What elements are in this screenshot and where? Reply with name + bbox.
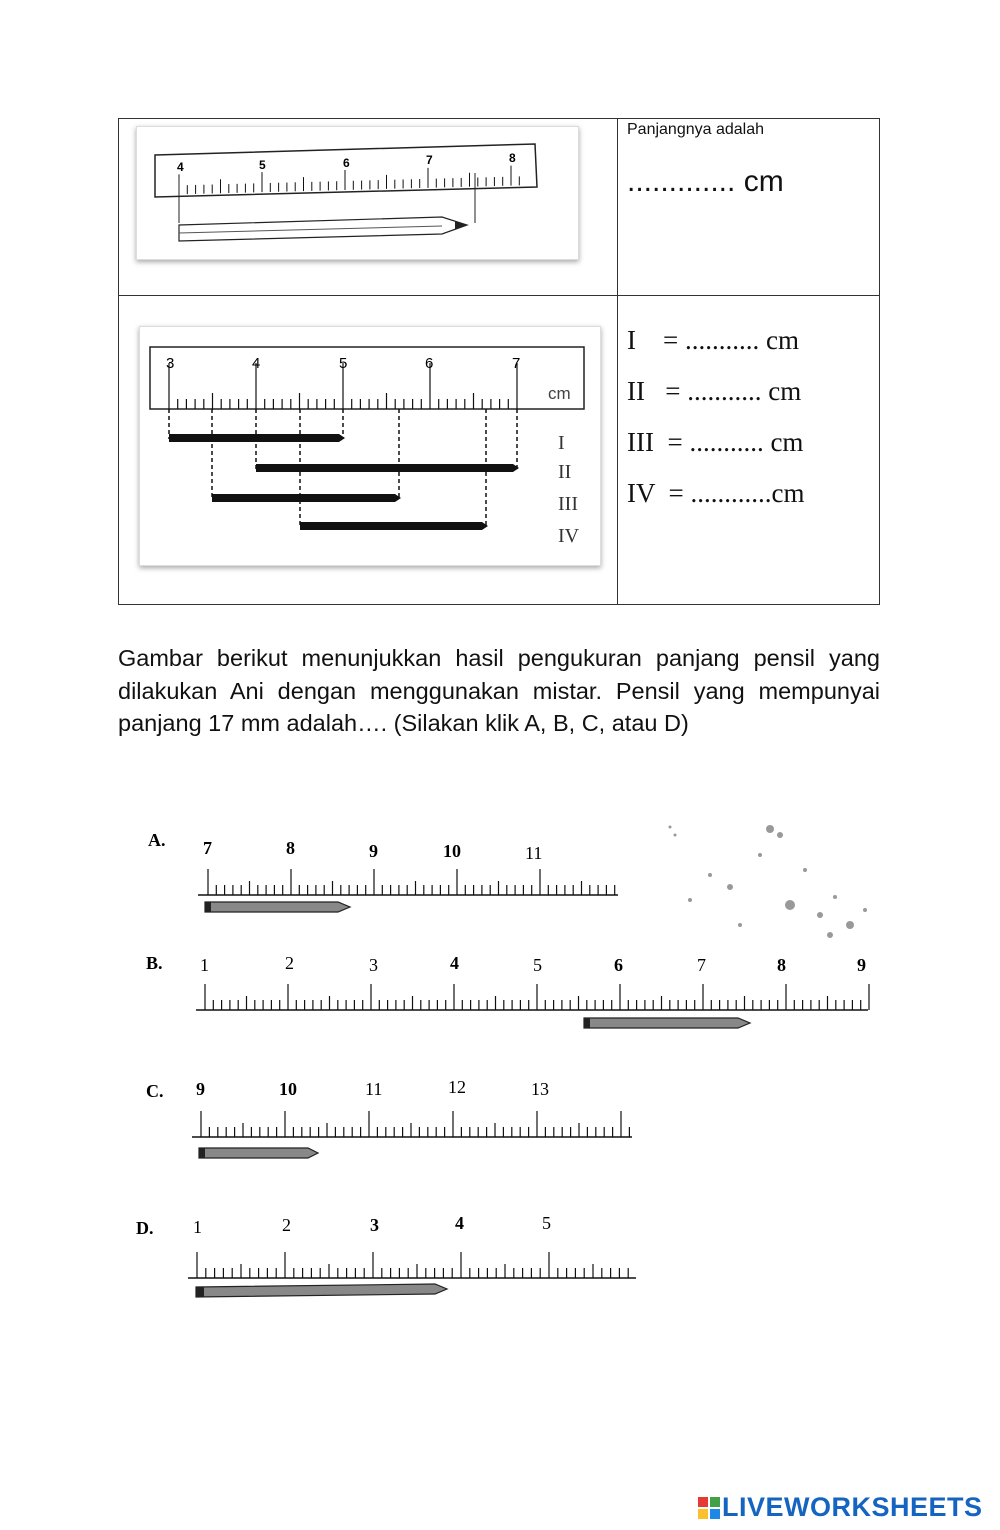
ruler-tick-label: 9: [369, 841, 378, 861]
pencil-end: [199, 1148, 205, 1158]
bar-label: III: [558, 493, 578, 515]
bar-II: [256, 464, 519, 472]
bar-label: IV: [558, 525, 580, 547]
ruler2-tick-label: 4: [252, 355, 261, 372]
liveworksheets-logo[interactable]: [698, 1492, 983, 1523]
ruler1-tick-label: 8: [509, 151, 516, 165]
answer-line-III[interactable]: III = ........... cm: [627, 427, 804, 457]
ruler-tick-label: 4: [455, 1213, 464, 1233]
scan-noise: [669, 825, 868, 938]
option-c[interactable]: [146, 1077, 632, 1158]
ruler-tick-label: 9: [196, 1079, 205, 1099]
ruler-pencil-figure: [137, 127, 578, 259]
ruler-tick-label: 5: [533, 955, 542, 975]
option-letter: C.: [146, 1081, 164, 1101]
ruler1-tick-label: 6: [343, 156, 350, 170]
table-divider-horizontal: [119, 295, 879, 296]
logo-square: [698, 1509, 708, 1519]
ruler-tick-label: 2: [282, 1215, 291, 1235]
exercise-table: [118, 118, 880, 605]
question1-prompt: Panjangnya adalah: [627, 121, 765, 138]
pencil: [196, 1284, 447, 1297]
ruler2-unit: cm: [548, 384, 571, 403]
pencil-tip: [455, 221, 467, 229]
ruler-tick-label: 1: [193, 1217, 202, 1237]
ruler-tick-label: 3: [369, 955, 378, 975]
option-letter: D.: [136, 1218, 154, 1238]
ruler-tick-label: 11: [365, 1079, 383, 1099]
ruler1-tick-label: 7: [426, 153, 433, 167]
ruler1-tick-label: 4: [177, 160, 184, 174]
ruler-bars-figure: [140, 327, 600, 565]
logo-square: [710, 1497, 720, 1507]
pencil: [584, 1018, 750, 1028]
answer-line-I[interactable]: I = ........... cm: [627, 325, 799, 355]
pencil-end: [584, 1018, 590, 1028]
pencil: [205, 902, 350, 912]
question-paragraph: Gambar berikut menunjukkan hasil pengukuran panjang pensil yang dilakukan Ani dengan menggunakan mistar. Pensil yang mempunyai panjang 17 mm adalah…. (Silakan klik A, B, C, atau D): [118, 645, 880, 736]
option-b[interactable]: [146, 953, 869, 1028]
answer-line-II[interactable]: II = ........... cm: [627, 376, 802, 406]
ruler-bars-image: [139, 326, 601, 566]
logo-square: [698, 1497, 708, 1507]
ruler-tick-label: 5: [542, 1213, 551, 1233]
option-letter: A.: [148, 830, 166, 850]
ruler-tick-label: 11: [525, 843, 543, 863]
bar-label: II: [558, 461, 572, 483]
option-letter: B.: [146, 953, 163, 973]
ruler2-tick-label: 3: [166, 355, 175, 372]
ruler-tick-label: 12: [448, 1077, 466, 1097]
answer-line-IV[interactable]: IV = ............cm: [627, 478, 805, 508]
question1-answer-blank[interactable]: ............. cm: [627, 165, 784, 198]
ruler-tick-label: 10: [443, 841, 461, 861]
ruler-pencil-image: [136, 126, 579, 260]
bar-I: [169, 434, 345, 442]
ruler-tick-label: 7: [203, 838, 212, 858]
bar-label: I: [558, 432, 565, 454]
option-a[interactable]: [148, 830, 618, 912]
ruler-tick-label: 13: [531, 1079, 549, 1099]
ruler-tick-label: 6: [614, 955, 623, 975]
logo-square: [710, 1509, 720, 1519]
question2-answers: [627, 315, 804, 519]
ruler2-tick-label: 5: [339, 355, 348, 372]
pencil: [199, 1148, 318, 1158]
ruler-tick-label: 8: [777, 955, 786, 975]
pencil-end: [196, 1287, 204, 1297]
bar-IV: [300, 522, 488, 530]
option-d[interactable]: [136, 1213, 636, 1297]
ruler-tick-label: 10: [279, 1079, 297, 1099]
ruler-tick-label: 8: [286, 838, 295, 858]
ruler-tick-label: 2: [285, 953, 294, 973]
ruler-tick-label: 4: [450, 953, 459, 973]
ruler-tick-label: 3: [370, 1215, 379, 1235]
ruler-tick-label: 1: [200, 955, 209, 975]
ruler2-tick-label: 6: [425, 355, 434, 372]
brand-name: LIVEWORKSHEETS: [722, 1492, 983, 1522]
ruler-tick-label: 7: [697, 955, 706, 975]
options-figure: [130, 815, 890, 1315]
bar-III: [212, 494, 401, 502]
ruler1-tick-label: 5: [259, 158, 266, 172]
pencil-end: [205, 902, 211, 912]
table-divider-vertical: [617, 119, 618, 604]
ruler-tick-label: 9: [857, 955, 866, 975]
liveworksheets-logo-icon: [698, 1497, 720, 1519]
ruler2-tick-label: 7: [512, 355, 521, 372]
